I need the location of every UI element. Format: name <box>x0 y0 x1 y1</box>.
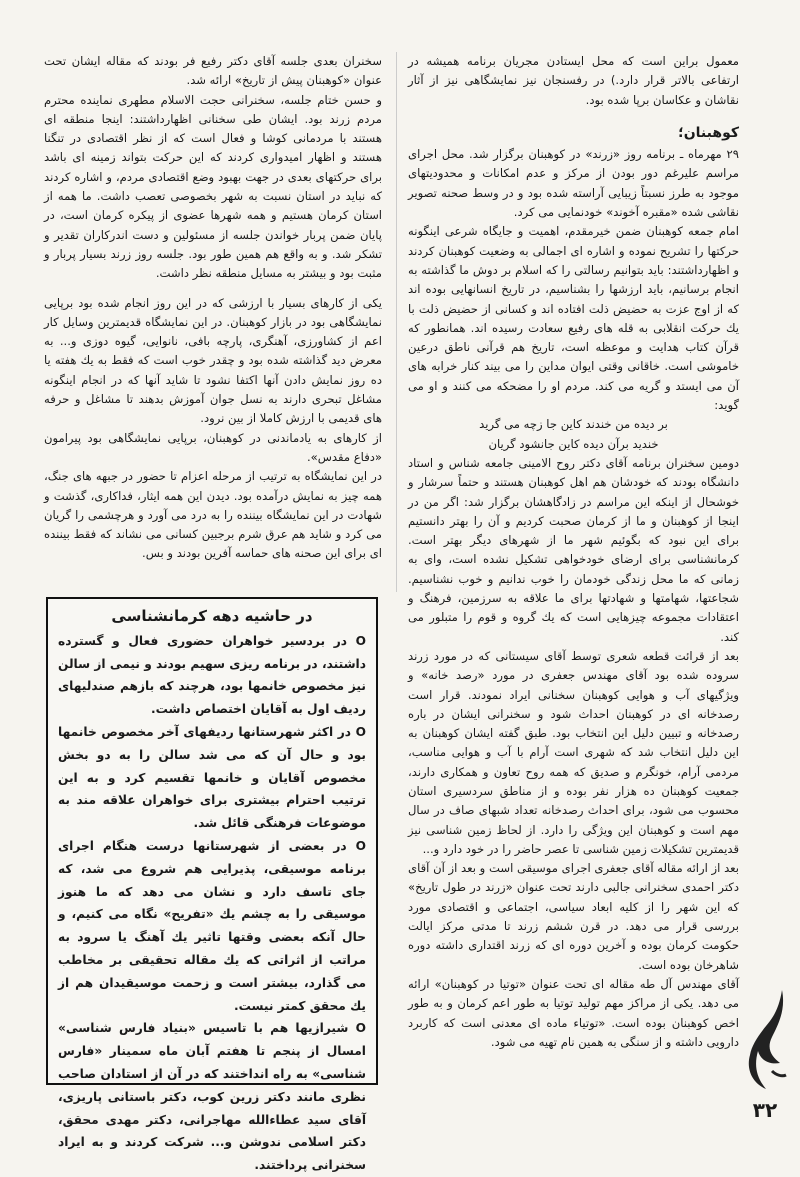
paragraph: آقای مهندس آل طه مقاله ای تحت عنوان «توتیا در کوهبنان» ارائه می دهد. یکی از مراکز مهم تولید توتیا به طور اعم کرمان و به طور اخص کوهبنان بوده است. «توتیاء ماده ای معدنی است که کاربرد دارویی داشته و از سنگی به همین نام تهیه می شود. <box>408 976 739 1049</box>
paragraph: امام جمعه کوهبنان ضمن خیرمقدم، اهمیت و جایگاه شرعی اینگونه حرکتها را تشریح نموده و اشاره ای اجمالی به وضعیت کوهبنان کردند و اظهارداشتند: باید بتوانیم رسالتی را که اسلام بر دوش ما گذاشته به انجام برسانیم، باید ارزشها را بشناسیم، در تاریخ انسانهایی بوده اند که از اوج عزت به حضیض ذلت افتاده اند و کسانی از حضیض ذلت با یك حرکت انقلابی به قله های رفیع سعادت رسیده اند. همانطور که قرآن کتاب هدایت و موعظه است، تاریخ هم قرآنی ناطق درعین خاموشی است. خاقانی وقتی ایوان مداین را می بیند کنار خرابه های آن می ایستد و گریه می کند. مردم او را مضحکه می کنند و او می گوید: <box>408 224 739 413</box>
paragraph: بعد از قرائت قطعه شعری توسط آقای سیستانی که در مورد زرند سروده شده بود آقای مهندس جعفری در مورد «رصد خانه» و ویژگیهای آب و هوایی کوهبنان سخنانی ایراد نمودند. قرار است رصدخانه ای در کوهبنان احداث شود و سخنرانی ایشان در باره رصدخانه و تبیین دلیل این انتخاب بود. طبق گفته ایشان کوهبنان به این دلیل انتخاب شد که شهری است آرام با آب و هوایی مناسب، مردمی آرام، خونگرم و صدیق که همه روح تعاون و همکاری دارند، جمعیت کوهبنان ده هزار نفر بوده و از مناطق سردسیری استان محسوب می شود، برای احداث رصدخانه تعداد شبهای صاف در سال مهم است و کوهبنان این ویژگی را دارد. از لحاظ زمین شناسی نیز قدیمترین تشکیلات زمین شناسی تا عصر حاضر را در خود دارد و... <box>408 648 739 856</box>
paragraph: در این نمایشگاه به ترتیب از مرحله اعزام تا حضور در جبهه های جنگ، همه چیز به نمایش درآمده بود. دیدن این همه ایثار، فداکاری، گذشت و شهادت در این نمایشگاه بیننده را به درد می آورد و هرچشمی را گریان می کرد و شاید هم عرق شرم برجبین کسانی می نشاند که فقط بیننده ای برای این صحنه های حماسه آفرین بودند و بس. <box>44 469 382 561</box>
sidebar-item: O در بردسیر خواهران حضوری فعال و گسترده داشتند، در برنامه ریزی سهیم بودند و نیمی از سالن نیز مخصوص خانمها بود، هرچند که بازهم صندلیهای ردیف اول به آقایان اختصاص داشت. <box>58 633 366 717</box>
paragraph: یکی از کارهای بسیار با ارزشی که در این روز انجام شده بود برپایی نمایشگاهی بود در بازار کوهبنان. در این نمایشگاه قدیمترین وسایل کار اعم از کشاورزی، آهنگری، پارچه بافی، نانوایی، گیوه دوزی و... به معرض دید گذاشته شده بود و چقدر خوب است که فقط به یك هفته یا ده روز نمایش دادن آنها اکتفا نشود تا شاید آنها که در انجام اینگونه مشاغل تبحری دارند به نسل جوان آموزش بدهند تا مشاغل و حرفه های قدیمی با ارزش کاملا از بین نرود. <box>44 295 382 426</box>
sidebar-item: O شیرازیها هم با تاسیس «بنیاد فارس شناسی» امسال از پنجم تا هفتم آبان ماه سمینار «فارس شناسی» به راه انداختند که در آن از استادان صاحب نظری مانند دکتر زرین کوب، دکتر باستانی پاریزی، آقای سید عطاءالله مهاجرانی، دکتر مهدی محقق، دکتر اسلامی ندوشن و... شرکت کردند و به ایراد سخنرانی پرداختند. <box>58 1021 366 1173</box>
column-divider <box>396 52 397 592</box>
paragraph: بعد از ارائه مقاله آقای جعفری اجرای موسیقی است و بعد از آن آقای دکتر احمدی سخنرانی جالبی دارند تحت عنوان «زرند در طول تاریخ» که این شهر را از کلیه ابعاد سیاسی، اجتماعی و اقتصادی مورد بررسی قرار می دهد. در قرن ششم زرند تا مدتی مرکز ایالت حکومت کرمان بوده و آخرین دوره ای که زرند اقتداری داشته دوره شاهرخان بوده است. <box>408 861 739 972</box>
left-column <box>44 52 382 564</box>
kerman-logo <box>742 985 790 1095</box>
intro-paragraph: معمول براین است که محل ایستادن مجریان برنامه همیشه در ارتفاعی بالاتر قرار دارد.) در رفسنجان نیز نمایشگاهی نیز از آثار نقاشان و عکاسان برپا شده بود. <box>408 54 739 107</box>
paragraph: ۲۹ مهرماه ـ برنامه روز «زرند» در کوهبنان برگزار شد. محل اجرای مراسم علیرغم دور بودن از مرکز و عدم امکانات و محدودیتهای موجود به طرز نسبتاً زیبایی آراسته شده بود و در وسط صحنه تصویر نقاشی شده «مقبره آخوند» خودنمایی می کرد. <box>408 147 739 220</box>
paragraph: دومین سخنران برنامه آقای دکتر روح الامینی جامعه شناس و استاد دانشگاه بودند که خودشان هم اهل کوهبنان هستند و حتماً سرشار و خوشحال از اینکه این مراسم در زادگاهشان برگزار شد: اگر من در اینجا از کوهبنان و ما از کرمان صحبت کردیم و آن را بهتر دانستیم برای این نبود که بگوئیم شهر ما از شهرهای دیگر بهتر است. کرمانشناسی برای ارضای خودخواهی تشکیل نشده است، وای به زمانی که ما محل زندگی خودمان را خوب ندانیم و خوب نشناسیم. شجاعتها، شهامتها و شهادتها برای ما علاقه به سرزمین، فرهنگ و اعتقادات مجموعه چیزهایی است که یك گروه و قوم را متبلور می کند. <box>408 455 739 644</box>
poem-line: خندید برآن دیده کاین جانشود گریان <box>488 436 659 451</box>
right-column <box>408 52 739 1052</box>
paragraph: سخنران بعدی جلسه آقای دکتر رفیع فر بودند که مقاله ایشان تحت عنوان «کوهبنان پیش از تاریخ» ارائه شد. <box>44 54 382 88</box>
paragraph: از کارهای به یادماندنی در کوهبنان، برپایی نمایشگاهی بود پیرامون «دفاع مقدس». <box>44 430 382 464</box>
sidebar-title: در حاشیه دهه کرمانشناسی <box>111 607 313 625</box>
paragraph: و حسن ختام جلسه، سخنرانی حجت الاسلام مطهری نماینده محترم مردم زرند بود. ایشان طی سخنانی اظهارداشتند: اینجا منطقه ای هستند با مردمانی کوشا و فعال است که از نظر اقتصادی در تنگنا هستند و اظهار امیدواری کردند که این حرکت بتواند زمینه ای باشد برای حرکتهای بعدی در جهت بهبود وضع اقتصادی مردم، و اشاره کردند که نباید در استان نسبت به شهر بخصوصی تعصب داشت. ما همه از استان کرمان هستیم و همه شهرها عضوی از پیکره کرمان است، در پایان ضمن پربار خواندن جلسه از مسئولین و دست اندرکاران تقدیر و تشکر شد. و به واقع هم همین طور بود. جلسه روز زرند بسیار پربار و مثبت بود و بیشتر به مسایل منطقه نظر داشت. <box>44 92 382 281</box>
page-number: ۳۲ <box>752 1098 778 1122</box>
section-heading: کوهبنان؛ <box>678 124 739 141</box>
poem-line: بر دیده من خندند کاین جا زچه می گرید <box>479 417 668 432</box>
sidebar-item: O در بعضی از شهرستانها درست هنگام اجرای برنامه موسیقی، پذیرایی هم شروع می شد، که جای تاسف دارد و نشان می دهد که ما هنوز موسیقی را به چشم یك «تفریح» نگاه می کنیم، و حال آنکه بعضی وقتها تاثیر یك آهنگ یا سرود به مراتب از اثراتی که یك مقاله تحقیقی بر مخاطب می گذارد، بیشتر است و زحمت موسیقیدان هم از یك محقق کمتر نیست. <box>58 838 366 1013</box>
sidebar-box <box>46 597 378 1173</box>
sidebar-item: O در اکثر شهرستانها ردیفهای آخر مخصوص خانمها بود و حال آن که می شد سالن را به دو بخش مخصوص آقایان و خانمها تقسیم کرد و به این ترتیب احترام بیشتری برای خواهران علاقه مند به موضوعات فرهنگی قائل شد. <box>58 724 366 831</box>
